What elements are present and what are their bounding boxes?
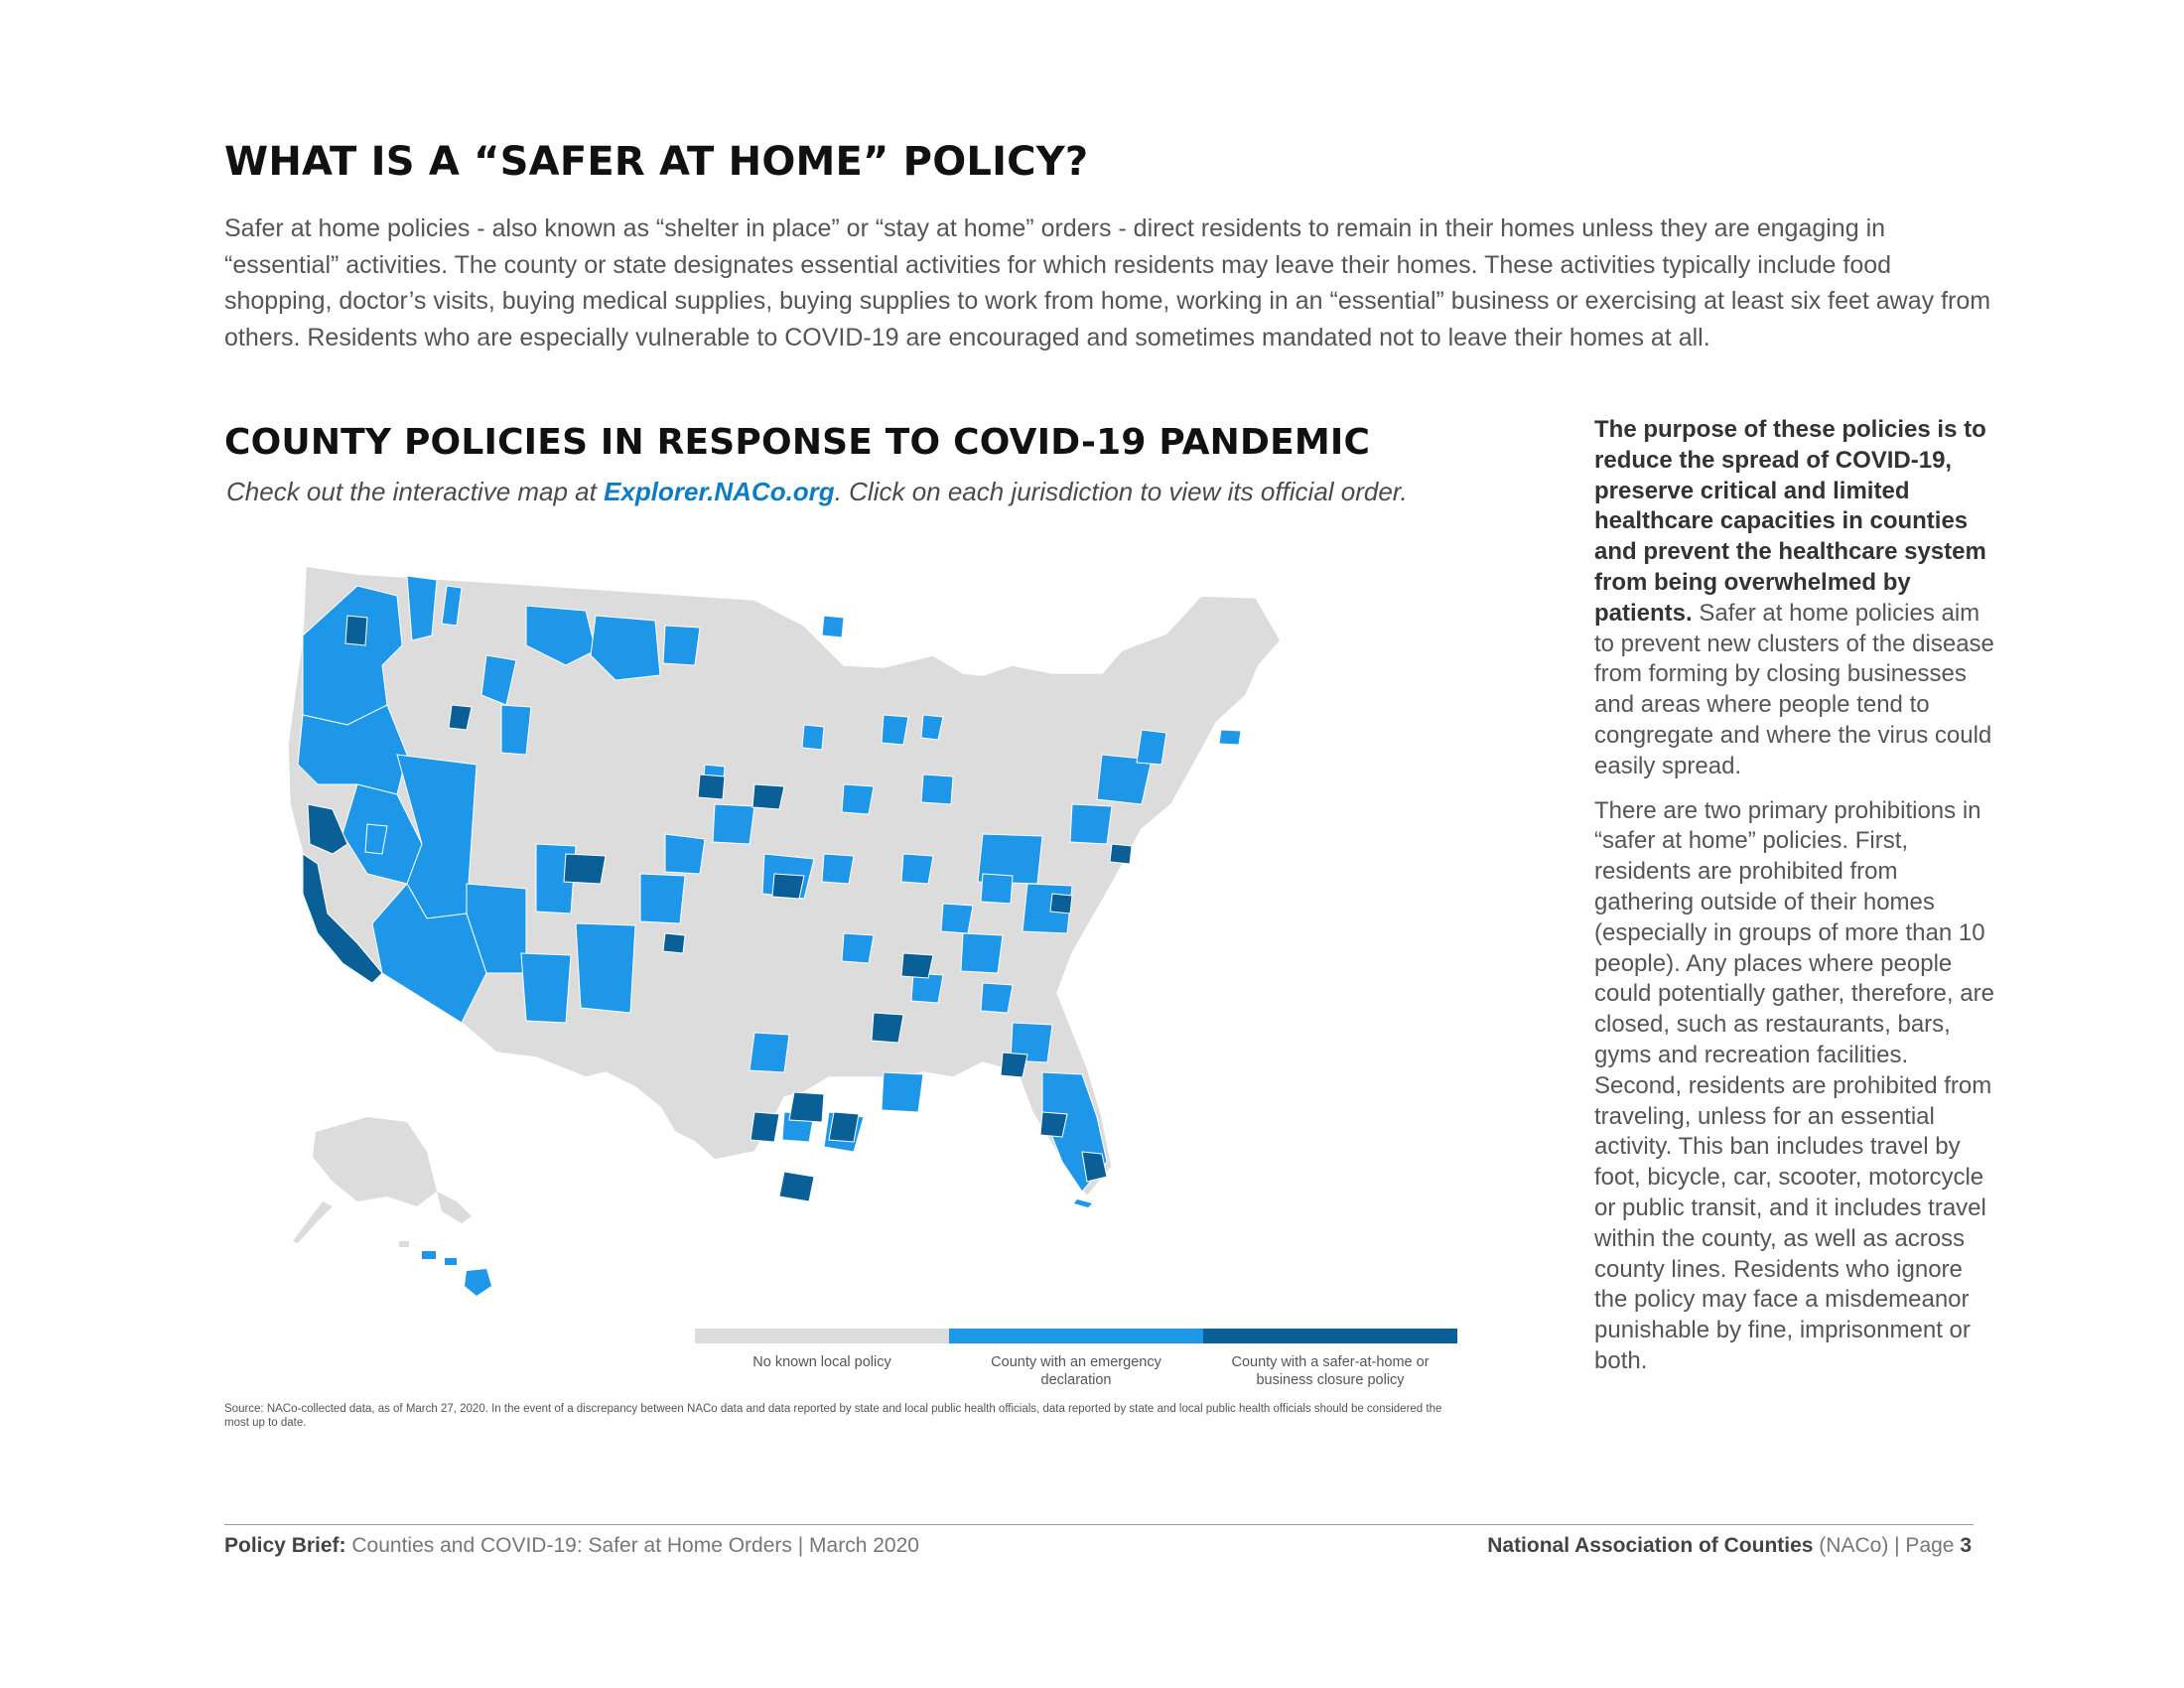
sidebar-bold-lead: The purpose of these policies is to reduce the spread of COVID-19, preserve critical and limited healthcare capacities in counties and prevent the healthcare system from being overwhelmed by patients. — [1594, 416, 1986, 627]
florida-keys — [1074, 1199, 1092, 1207]
alaska-shape — [313, 1117, 437, 1206]
sidebar-paragraph-2: There are two primary prohibitions in “safer at home” policies. First, residents are prohibited from gathering outside of their homes (especially in groups of more than 10 people). Any places where people could potentially gather, therefore, are closed, such as restaurants, bars, gyms and recreation facilities. Second, residents are prohibited from traveling, unless for an essential activity. This ban includes travel by foot, bicycle, car, scooter, motorcycle or public transit, and it includes travel within the county, as well as across county lines. Residents who ignore the policy may face a misdemeanor punishable by fine, imprisonment or both. — [1594, 796, 1994, 1374]
legend-item-emergency — [949, 1329, 1203, 1389]
sidebar-p1-rest: Safer at home policies aim to prevent new clusters of the disease from forming by closing businesses and areas where people tend to congregate and where the virus could easily spread. — [1594, 599, 1994, 779]
intro-paragraph: Safer at home policies - also known as “shelter in place” or “stay at home” orders - direct residents to remain in their homes unless they are engaging in “essential” activities. The county or state designates essential activities for which residents may leave their homes. These activities typically include food shopping, doctor’s visits, buying medical supplies, buying supplies to work from home, working in an “essential” business or exercising at least six feet away from others. Residents who are especially vulnerable to COVID-19 are encouraged and sometimes mandated not to leave their homes at all. — [224, 214, 1991, 352]
legend-swatch-closure — [1203, 1329, 1457, 1343]
hawaii-shape — [399, 1241, 491, 1296]
sidebar-text — [1594, 415, 1995, 1391]
footer-org-name: National Association of Counties — [1487, 1534, 1814, 1557]
legend-label-none: No known local policy — [752, 1354, 891, 1370]
map-subtitle — [226, 477, 1408, 507]
footer-divider — [224, 1524, 1974, 1525]
footer-brief-title: Counties and COVID-19: Safer at Home Orders | March 2020 — [345, 1534, 919, 1557]
legend-label-emergency: County with an emergency declaration — [991, 1354, 1161, 1388]
alaska-aleutians — [293, 1201, 333, 1243]
legend-swatch-none — [695, 1329, 949, 1343]
page-number: 3 — [1960, 1534, 1972, 1557]
legend-item-closure — [1203, 1329, 1457, 1389]
map-legend — [695, 1329, 1457, 1389]
section-title: COUNTY POLICIES IN RESPONSE TO COVID-19 PANDEMIC — [224, 422, 1371, 463]
footer-left — [224, 1534, 919, 1558]
page-title: WHAT IS A “SAFER AT HOME” POLICY? — [224, 139, 1089, 185]
footer-brief-label: Policy Brief: — [224, 1534, 346, 1557]
explorer-link[interactable]: Explorer.NACo.org — [604, 477, 835, 506]
subtitle-text-before: Check out the interactive map at — [226, 477, 605, 506]
us-county-map — [288, 556, 1459, 1311]
footer-org-page: (NACo) | Page — [1813, 1534, 1961, 1557]
source-note: Source: NACo-collected data, as of March 27, 2020. In the event of a discrepancy between NACo data and data reported by state and local public health officials, data reported by state and local public health officials should be considered the most up to date. — [224, 1403, 1442, 1429]
alaska-panhandle — [437, 1192, 472, 1223]
sidebar-paragraph-1 — [1594, 415, 1995, 782]
legend-item-none — [695, 1329, 949, 1389]
legend-label-closure: County with a safer-at-home or business closure policy — [1231, 1354, 1430, 1388]
footer-right — [1487, 1534, 1972, 1558]
legend-swatch-emergency — [949, 1329, 1203, 1343]
subtitle-text-after: . Click on each jurisdiction to view its official order. — [834, 477, 1408, 506]
